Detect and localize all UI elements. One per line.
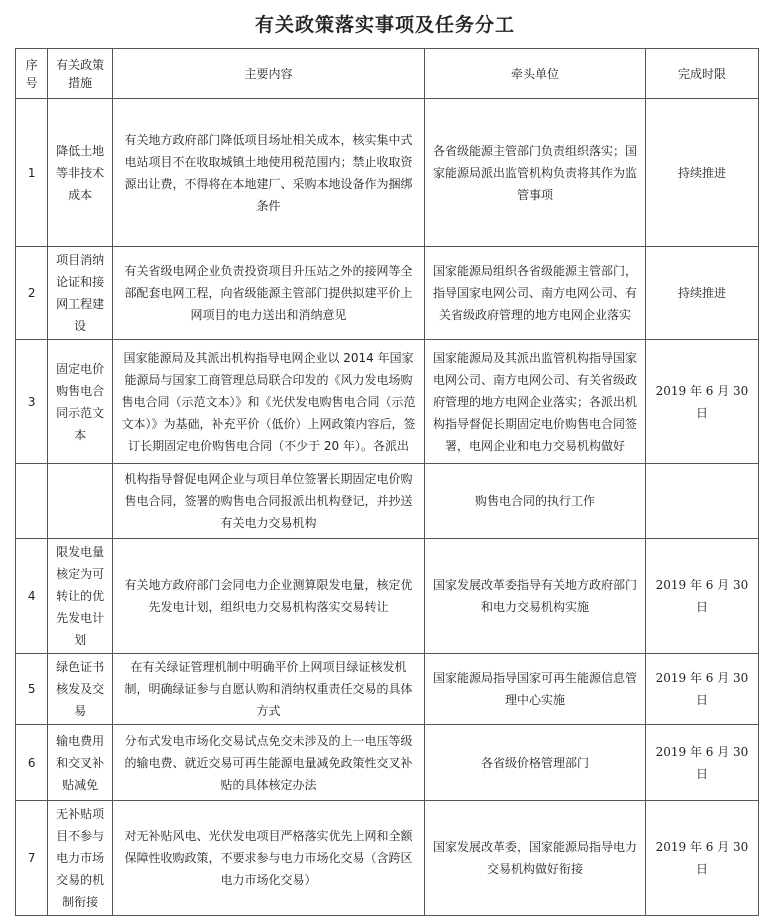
row-deadline: 2019 年 6 月 30 日	[645, 654, 758, 725]
row-no: 6	[16, 725, 48, 801]
row-lead-unit: 国家能源局指导国家可再生能源信息管理中心实施	[425, 654, 646, 725]
row-deadline: 2019 年 6 月 30 日	[645, 801, 758, 916]
row-no: 2	[16, 247, 48, 340]
task-table	[15, 48, 759, 916]
table-row	[16, 539, 759, 654]
row-lead-unit: 国家发展改革委指导有关地方政府部门和电力交易机构实施	[425, 539, 646, 654]
row-measure: 输电费用和交叉补贴减免	[48, 725, 113, 801]
row-deadline: 持续推进	[645, 99, 758, 247]
row-lead-unit: 国家发展改革委，国家能源局指导电力交易机构做好衔接	[425, 801, 646, 916]
row-no: 5	[16, 654, 48, 725]
row-measure: 项目消纳论证和接网工程建设	[48, 247, 113, 340]
row-main-content: 有关省级电网企业负责投资项目升压站之外的接网等全部配套电网工程，向省级能源主管部门提供拟建平价上网项目的电力送出和消纳意见	[112, 247, 424, 340]
header-no: 序号	[16, 49, 48, 99]
row-measure: 固定电价购售电合同示范文本	[48, 340, 113, 464]
row-no: 3	[16, 340, 48, 464]
row-lead-unit: 购售电合同的执行工作	[425, 464, 646, 539]
table-row	[16, 464, 759, 539]
table-row	[16, 340, 759, 464]
row-no: 1	[16, 99, 48, 247]
row-lead-unit: 国家能源局及其派出监管机构指导国家电网公司、南方电网公司、有关省级政府管理的地方电网企业落实；各派出机构指导督促长期固定电价购售电合同签署，电网企业和电力交易机构做好	[425, 340, 646, 464]
row-deadline: 2019 年 6 月 30 日	[645, 539, 758, 654]
row-measure: 降低土地等非技术成本	[48, 99, 113, 247]
row-measure: 无补贴项目不参与电力市场交易的机制衔接	[48, 801, 113, 916]
row-measure: 限发电量核定为可转让的优先发电计划	[48, 539, 113, 654]
row-main-content: 有关地方政府部门会同电力企业测算限发电量，核定优先发电计划，组织电力交易机构落实交易转让	[112, 539, 424, 654]
row-deadline: 2019 年 6 月 30 日	[645, 340, 758, 464]
table-row	[16, 801, 759, 916]
header-measure: 有关政策措施	[48, 49, 113, 99]
header-deadline: 完成时限	[645, 49, 758, 99]
document-title: 有关政策落实事项及任务分工	[254, 14, 515, 36]
table-row	[16, 654, 759, 725]
row-measure: 绿色证书核发及交易	[48, 654, 113, 725]
row-deadline: 持续推进	[645, 247, 758, 340]
row-main-content: 有关地方政府部门降低项目场址相关成本，核实集中式电站项目不在收取城镇土地使用税范围内；禁止收取资源出让费，不得将在本地建厂、采购本地设备作为捆绑条件	[112, 99, 424, 247]
row-main-content: 国家能源局及其派出机构指导电网企业以 2014 年国家能源局与国家工商管理总局联合印发的《风力发电场购售电合同（示范文本）》和《光伏发电购售电合同（示范文本）》为基础，补充平价（低价）上网政策内容后，签订长期固定电价购售电合同（不少于 20 年）。各派出	[112, 340, 424, 464]
row-lead-unit: 各省级能源主管部门负责组织落实；国家能源局派出监管机构负责将其作为监管事项	[425, 99, 646, 247]
table-row	[16, 99, 759, 247]
row-main-content: 机构指导督促电网企业与项目单位签署长期固定电价购售电合同，签署的购售电合同报派出机构登记，并抄送有关电力交易机构	[112, 464, 424, 539]
row-main-content: 分布式发电市场化交易试点免交未涉及的上一电压等级的输电费、就近交易可再生能源电量减免政策性交叉补贴的具体核定办法	[112, 725, 424, 801]
row-main-content: 对无补贴风电、光伏发电项目严格落实优先上网和全额保障性收购政策，不要求参与电力市场化交易（含跨区电力市场化交易）	[112, 801, 424, 916]
row-deadline	[645, 464, 758, 539]
row-measure	[48, 464, 113, 539]
table-row	[16, 247, 759, 340]
row-no: 7	[16, 801, 48, 916]
header-lead-unit: 牵头单位	[425, 49, 646, 99]
row-main-content: 在有关绿证管理机制中明确平价上网项目绿证核发机制，明确绿证参与自愿认购和消纳权重责任交易的具体方式	[112, 654, 424, 725]
table-row	[16, 725, 759, 801]
header-main-content: 主要内容	[112, 49, 424, 99]
row-lead-unit: 各省级价格管理部门	[425, 725, 646, 801]
row-no: 4	[16, 539, 48, 654]
row-no	[16, 464, 48, 539]
row-lead-unit: 国家能源局组织各省级能源主管部门，指导国家电网公司、南方电网公司、有关省级政府管理的地方电网企业落实	[425, 247, 646, 340]
row-deadline: 2019 年 6 月 30 日	[645, 725, 758, 801]
